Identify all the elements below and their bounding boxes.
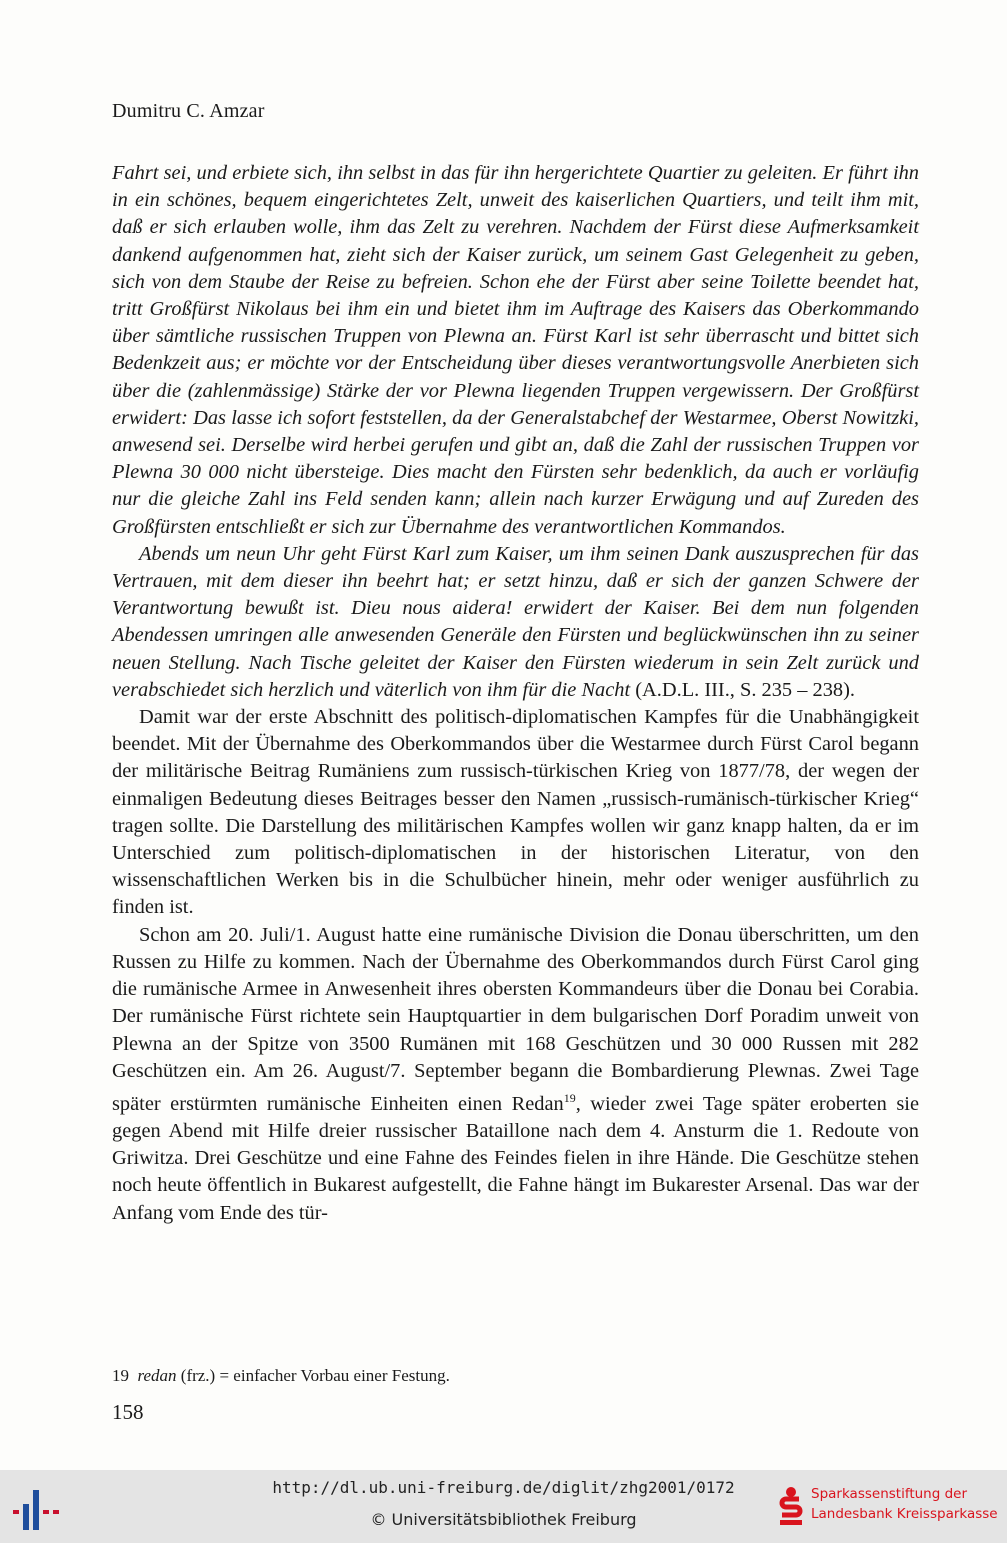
- footnote: [112, 1366, 450, 1386]
- sponsor[interactable]: [778, 1484, 1003, 1530]
- paragraph-4-part-2: , wieder zwei Tage später eroberten sie gegen Abend mit Hilfe dreier russischer Bataillone nach dem 4. Ansturm die 1. Redoute von Griwitza. Drei Geschütze und eine Fahne des Feindes fielen in ihre Hände. Die Geschütze stehen noch heute öffentlich in Bukarest aufgestellt, die Fahne hängt im Bukarester Arsenal. Das war der Anfang vom Ende des tür-: [112, 1092, 920, 1224]
- footnote-text: (frz.) = einfacher Vorbau einer Festung.: [176, 1366, 450, 1385]
- page-number: 158: [112, 1400, 144, 1424]
- footnote-number: 19: [112, 1366, 129, 1385]
- paragraph-2-citation: (A.D.L. III., S. 235 – 238).: [630, 678, 855, 701]
- paragraph-3: Damit war der erste Abschnitt des politisch-diplomatischen Kampfes für die Unabhängigkeit beendet. Mit der Übernahme des Oberkommandos über die Westarmee durch Fürst Carol begann der militärische Beitrag Rumäniens zum russisch-türkischen Krieg von 1877/78, der wegen der einmaligen Bedeutung dieses Beitrages besser den Namen „russisch-rumänisch-türkischer Krieg“ tragen sollte. Die Darstellung des militärischen Kampfes wollen wir ganz knapp halten, da er im Unterschied zum politisch-diplomatischen in der historischen Literatur, von den wissenschaftlichen Werken bis in die Schulbücher hinein, mehr oder weniger ausführlich zu finden ist.: [112, 706, 919, 919]
- paragraph-4-part-1: Schon am 20. Juli/1. August hatte eine rumänische Division die Donau überschritten, um den Russen zu Hilfe zu kommen. Nach der Übernahme des Oberkommandos durch Fürst Carol ging die rumänische Armee in Anwesenheit ihres obersten Kommandeurs über die Donau bei Corabia. Der rumänische Fürst richtete sein Hauptquartier in dem bulgarischen Dorf Poradim unweit von Plewna an der Spitze von 3500 Rumänen mit 168 Geschützen und 30 000 Russen mit 282 Geschützen ein. Am 26. August/7. September begann die Bombardierung Plewnas. Zwei Tage später erstürmten rumänische Einheiten einen Redan: [112, 923, 919, 1115]
- copyright-notice: © Universitätsbibliothek Freiburg: [370, 1510, 637, 1529]
- sponsor-text: [811, 1484, 998, 1524]
- permalink-url[interactable]: http://dl.ub.uni-freiburg.de/diglit/zhg2001/0172: [272, 1478, 735, 1497]
- sparkasse-logo-icon: [778, 1486, 804, 1526]
- paragraph-4: [112, 922, 919, 1227]
- sponsor-line-2: Landesbank Kreissparkasse: [811, 1506, 998, 1522]
- paragraph-2-quote: Abends um neun Uhr geht Fürst Karl zum Kaiser, um ihm seinen Dank auszusprechen für das Vertrauen, mit dem dieser ihn beehrt hat; er setzt hinzu, daß er sich der ganzen Schwere der Verantwortung bewußt ist. Dieu nous aidera! erwidert der Kaiser. Bei dem nun folgenden Abendessen umringen alle anwesenden Generäle den Fürsten und beglückwünschen ihn zu seiner neuen Stellung. Nach Tische geleitet der Kaiser den Fürsten wiederum in sein Zelt zurück und verabschiedet sich herzlich und väterlich von ihm für die Nacht: [112, 542, 919, 701]
- paragraph-2: [112, 541, 919, 704]
- paragraph-1: Fahrt sei, und erbiete sich, ihn selbst in das für ihn hergerichtete Quartier zu geleiten. Er führt ihn in ein schönes, bequem eingerichtetes Zelt, unweit des kaiserlichen Quartiers, und teilt ihm mit, daß er sich erlauben wolle, ihm das Zelt zu verehren. Nachdem der Fürst diese Aufmerksamkeit dankend aufgenommen hat, zieht sich der Kaiser zurück, um seinem Gast Gelegenheit zu geben, sich von dem Staube der Reise zu befreien. Schon ehe der Fürst aber seine Toilette beendet hat, tritt Großfürst Nikolaus bei ihm ein und bietet ihm im Auftrage des Kaisers das Oberkommando über sämtliche russischen Truppen von Plewna an. Fürst Karl ist sehr überrascht und bittet sich Bedenkzeit aus; er möchte vor der Entscheidung über dieses verantwortungsvolle Anerbieten sich über die (zahlenmässige) Stärke der vor Plewna liegenden Truppen vergewissern. Der Großfürst erwidert: Das lasse ich sofort feststellen, da der Generalstabchef der Westarmee, Oberst Nowitzki, anwesend sei. Derselbe wird herbei gerufen und gibt an, daß die Zahl der russischen Truppen vor Plewna 30 000 nicht übersteige. Dies macht den Fürsten sehr bedenklich, da auch er vorläufig nur die gleiche Zahl ins Feld senden kann; allein nach kurzer Erwägung und auf Zureden des Großfürsten entschließt er sich zur Übernahme des verantwortlichen Kommandos.: [112, 162, 919, 538]
- footnote-term: redan: [137, 1366, 177, 1385]
- body-text: [112, 160, 919, 1227]
- footnote-marker[interactable]: 19: [563, 1090, 576, 1105]
- sponsor-line-1: Sparkassenstiftung der: [811, 1486, 968, 1502]
- running-header: Dumitru C. Amzar: [112, 100, 265, 122]
- viewer-footer: [0, 1470, 1007, 1543]
